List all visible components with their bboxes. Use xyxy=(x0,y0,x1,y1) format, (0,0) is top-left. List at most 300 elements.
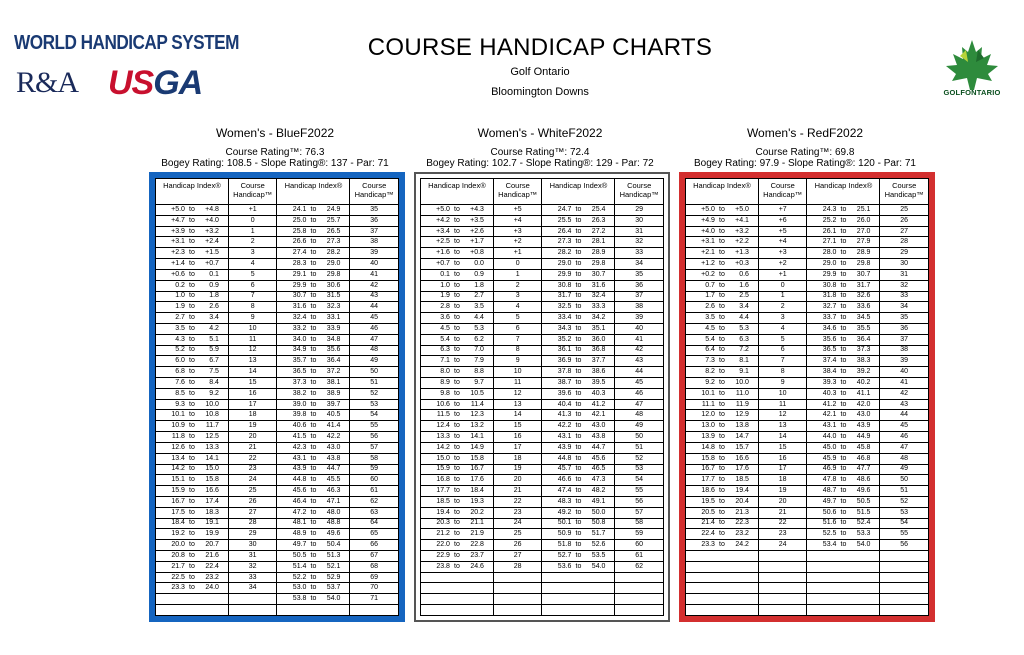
handicap-index-cell: 34.0 to 34.8 xyxy=(277,334,350,345)
handicap-index-cell: 40.4 to 41.2 xyxy=(542,399,615,410)
course-handicap-cell: 40 xyxy=(350,259,399,270)
course-handicap-cell: 70 xyxy=(350,583,399,594)
course-handicap-cell: 37 xyxy=(880,334,929,345)
course-handicap-cell: 52 xyxy=(615,453,664,464)
course-handicap-cell: 25 xyxy=(880,205,929,216)
handicap-index-cell: 42.2 to 43.0 xyxy=(542,421,615,432)
course-handicap-cell: 57 xyxy=(350,442,399,453)
handicap-index-cell xyxy=(686,561,759,572)
handicap-index-cell: 27.4 to 28.2 xyxy=(277,248,350,259)
course-handicap-cell: 25 xyxy=(493,529,542,540)
handicap-index-cell: +1.4 to +0.7 xyxy=(156,259,229,270)
course-handicap-cell xyxy=(228,605,277,616)
handicap-index-cell: 7.6 to 8.4 xyxy=(156,378,229,389)
course-handicap-cell: 22 xyxy=(758,518,807,529)
handicap-index-cell: 21.4 to 22.3 xyxy=(686,518,759,529)
table-row xyxy=(686,442,929,453)
handicap-index-cell: 22.0 to 22.8 xyxy=(421,540,494,551)
handicap-index-cell xyxy=(156,594,229,605)
course-handicap-cell: +1 xyxy=(493,248,542,259)
handicap-index-cell: 25.0 to 25.7 xyxy=(277,215,350,226)
handicap-index-cell: 5.4 to 6.3 xyxy=(686,334,759,345)
course-handicap-cell: +4 xyxy=(758,237,807,248)
course-handicap-cell xyxy=(350,605,399,616)
course-handicap-cell: 15 xyxy=(228,378,277,389)
panel-title: Women's - RedF2022 xyxy=(746,126,864,140)
handicap-index-cell: 15.1 to 15.8 xyxy=(156,475,229,486)
handicap-index-cell: 18.4 to 19.1 xyxy=(156,518,229,529)
handicap-index-cell: 36.9 to 37.7 xyxy=(542,356,615,367)
handicap-index-cell xyxy=(807,605,880,616)
handicap-index-cell: 46.4 to 47.1 xyxy=(277,496,350,507)
course-handicap-cell: 19 xyxy=(493,464,542,475)
handicap-index-cell: 28.3 to 29.0 xyxy=(277,259,350,270)
course-handicap-cell: 37 xyxy=(615,291,664,302)
table-row xyxy=(686,572,929,583)
handicap-chart-3 xyxy=(679,172,935,622)
handicap-index-cell: 36.1 to 36.8 xyxy=(542,345,615,356)
table-row xyxy=(421,378,664,389)
handicap-index-cell: 11.5 to 12.3 xyxy=(421,410,494,421)
handicap-index-cell: 6.4 to 7.2 xyxy=(686,345,759,356)
handicap-index-cell: 6.0 to 6.7 xyxy=(156,356,229,367)
course-handicap-cell: 5 xyxy=(758,334,807,345)
handicap-index-cell: 14.2 to 15.0 xyxy=(156,464,229,475)
table-row xyxy=(421,410,664,421)
course-handicap-cell: 17 xyxy=(493,442,542,453)
course-rating: Course Rating™: 69.8 xyxy=(755,147,855,158)
course-handicap-cell: 52 xyxy=(880,496,929,507)
course-handicap-cell: 40 xyxy=(880,367,929,378)
handicap-index-cell xyxy=(277,605,350,616)
course-handicap-cell: 33 xyxy=(228,572,277,583)
handicap-index-cell: 12.4 to 13.2 xyxy=(421,421,494,432)
handicap-index-cell: 3.6 to 4.4 xyxy=(421,313,494,324)
handicap-index-cell: 11.8 to 12.5 xyxy=(156,432,229,443)
table-row xyxy=(686,464,929,475)
handicap-index-cell: 5.2 to 5.9 xyxy=(156,345,229,356)
handicap-index-cell xyxy=(421,583,494,594)
course-handicap-cell xyxy=(493,594,542,605)
course-handicap-cell: 59 xyxy=(615,529,664,540)
handicap-index-cell: 40.6 to 41.4 xyxy=(277,421,350,432)
handicap-index-cell: 42.3 to 43.0 xyxy=(277,442,350,453)
table-row xyxy=(421,583,664,594)
course-handicap-cell: 62 xyxy=(350,496,399,507)
handicap-index-cell: 44.0 to 44.9 xyxy=(807,432,880,443)
table-row xyxy=(156,529,399,540)
table-row xyxy=(686,540,929,551)
course-handicap-cell: 9 xyxy=(493,356,542,367)
handicap-index-cell: 20.5 to 21.3 xyxy=(686,507,759,518)
table-row xyxy=(686,410,929,421)
handicap-index-cell: 20.0 to 20.7 xyxy=(156,540,229,551)
handicap-index-cell: 48.1 to 48.8 xyxy=(277,518,350,529)
handicap-index-cell: 9.8 to 10.5 xyxy=(421,388,494,399)
handicap-index-cell: 21.7 to 22.4 xyxy=(156,561,229,572)
table-row xyxy=(156,486,399,497)
handicap-index-cell xyxy=(421,605,494,616)
handicap-index-cell xyxy=(686,551,759,562)
course-handicap-cell: 42 xyxy=(350,280,399,291)
course-handicap-cell xyxy=(615,594,664,605)
table-row xyxy=(686,486,929,497)
handicap-index-cell: 33.4 to 34.2 xyxy=(542,313,615,324)
bogey-slope-par: Bogey Rating: 108.5 - Slope Rating®: 137 - Par: 71 xyxy=(161,158,389,169)
course-handicap-cell: 1 xyxy=(228,226,277,237)
course-handicap-cell: 51 xyxy=(880,486,929,497)
handicap-index-cell: 38.7 to 39.5 xyxy=(542,378,615,389)
course-handicap-cell: 6 xyxy=(758,345,807,356)
handicap-index-cell: 46.6 to 47.3 xyxy=(542,475,615,486)
table-row xyxy=(686,507,929,518)
handicap-index-cell: 1.0 to 1.8 xyxy=(156,291,229,302)
course-handicap-cell: 58 xyxy=(615,518,664,529)
course-handicap-cell: 45 xyxy=(350,313,399,324)
handicap-index-cell: 43.1 to 43.8 xyxy=(542,432,615,443)
table-row xyxy=(156,291,399,302)
table-row xyxy=(686,345,929,356)
handicap-index-cell: 8.0 to 8.8 xyxy=(421,367,494,378)
handicap-chart-2 xyxy=(414,172,670,622)
handicap-index-cell: +3.1 to +2.2 xyxy=(686,237,759,248)
table-row xyxy=(156,215,399,226)
handicap-table xyxy=(155,178,399,616)
table-row xyxy=(686,594,929,605)
handicap-index-cell: 0.2 to 0.9 xyxy=(156,280,229,291)
table-row xyxy=(156,475,399,486)
course-handicap-cell: 6 xyxy=(228,280,277,291)
handicap-index-cell xyxy=(156,605,229,616)
handicap-index-cell: 17.7 to 18.5 xyxy=(686,475,759,486)
handicap-index-cell: 46.9 to 47.7 xyxy=(807,464,880,475)
handicap-index-cell: 30.7 to 31.5 xyxy=(277,291,350,302)
course-handicap-cell: 8 xyxy=(493,345,542,356)
table-row xyxy=(686,583,929,594)
handicap-index-cell: 13.9 to 14.7 xyxy=(686,432,759,443)
course-handicap-cell: 9 xyxy=(228,313,277,324)
course-handicap-cell: 48 xyxy=(350,345,399,356)
table-row xyxy=(156,442,399,453)
course-handicap-cell: 66 xyxy=(350,540,399,551)
handicap-table xyxy=(685,178,929,616)
course-handicap-cell: +2 xyxy=(758,259,807,270)
handicap-chart-1 xyxy=(149,172,405,622)
table-row xyxy=(686,518,929,529)
course-handicap-cell: 4 xyxy=(493,302,542,313)
handicap-index-cell: 44.8 to 45.6 xyxy=(542,453,615,464)
handicap-index-cell: 8.5 to 9.2 xyxy=(156,388,229,399)
course-handicap-cell: 18 xyxy=(493,453,542,464)
handicap-index-cell: 45.9 to 46.8 xyxy=(807,453,880,464)
course-handicap-cell: 49 xyxy=(615,421,664,432)
handicap-index-cell: 15.0 to 15.8 xyxy=(421,453,494,464)
course-handicap-cell: 34 xyxy=(880,302,929,313)
course-handicap-cell xyxy=(880,572,929,583)
table-row xyxy=(421,486,664,497)
handicap-index-cell: 23.3 to 24.0 xyxy=(156,583,229,594)
handicap-index-cell: 27.1 to 27.9 xyxy=(807,237,880,248)
course-handicap-cell: 23 xyxy=(228,464,277,475)
course-handicap-cell: 20 xyxy=(493,475,542,486)
course-handicap-cell: 20 xyxy=(228,432,277,443)
course-handicap-cell: 35 xyxy=(350,205,399,216)
course-handicap-cell: 4 xyxy=(758,323,807,334)
course-handicap-cell: 56 xyxy=(880,540,929,551)
randa-logo: R&A xyxy=(16,66,79,99)
handicap-index-cell: 28.0 to 28.9 xyxy=(807,248,880,259)
handicap-index-cell: 49.7 to 50.5 xyxy=(807,496,880,507)
table-row xyxy=(156,378,399,389)
course-handicap-cell: +7 xyxy=(758,205,807,216)
handicap-index-cell: 0.1 to 0.9 xyxy=(421,269,494,280)
panel-header-1 xyxy=(130,126,420,169)
course-handicap-cell: +5 xyxy=(758,226,807,237)
handicap-index-cell: 12.0 to 12.9 xyxy=(686,410,759,421)
course-handicap-cell: 40 xyxy=(615,323,664,334)
handicap-index-cell xyxy=(421,594,494,605)
table-row xyxy=(686,226,929,237)
course-handicap-cell: 64 xyxy=(350,518,399,529)
table-row xyxy=(686,269,929,280)
table-row xyxy=(156,269,399,280)
handicap-index-cell: 8.9 to 9.7 xyxy=(421,378,494,389)
course-handicap-cell: 48 xyxy=(615,410,664,421)
handicap-index-cell: 32.7 to 33.6 xyxy=(807,302,880,313)
course-handicap-cell: 8 xyxy=(758,367,807,378)
course-handicap-cell: 7 xyxy=(493,334,542,345)
handicap-index-cell: 13.4 to 14.1 xyxy=(156,453,229,464)
handicap-index-cell: 10.1 to 11.0 xyxy=(686,388,759,399)
handicap-index-cell: 19.5 to 20.4 xyxy=(686,496,759,507)
page-title: COURSE HANDICAP CHARTS xyxy=(367,34,713,61)
course-handicap-cell: 27 xyxy=(880,226,929,237)
table-row xyxy=(156,248,399,259)
handicap-index-cell: 5.4 to 6.2 xyxy=(421,334,494,345)
course-handicap-cell: 69 xyxy=(350,572,399,583)
handicap-index-cell: 34.3 to 35.1 xyxy=(542,323,615,334)
course-handicap-cell: 10 xyxy=(228,323,277,334)
course-handicap-cell: 35 xyxy=(615,269,664,280)
course-handicap-cell: 54 xyxy=(615,475,664,486)
handicap-index-cell: 10.9 to 11.7 xyxy=(156,421,229,432)
handicap-index-cell: +0.7 to 0.0 xyxy=(421,259,494,270)
handicap-index-cell: 18.5 to 19.3 xyxy=(421,496,494,507)
course-handicap-cell: 46 xyxy=(880,432,929,443)
table-row xyxy=(421,259,664,270)
handicap-index-cell: 50.9 to 51.7 xyxy=(542,529,615,540)
table-row xyxy=(156,356,399,367)
handicap-index-cell xyxy=(686,572,759,583)
course-handicap-cell: 11 xyxy=(228,334,277,345)
course-handicap-cell: 0 xyxy=(758,280,807,291)
table-row xyxy=(156,583,399,594)
course-handicap-cell: 19 xyxy=(228,421,277,432)
handicap-index-cell: 47.4 to 48.2 xyxy=(542,486,615,497)
handicap-index-cell: 33.7 to 34.5 xyxy=(807,313,880,324)
course-handicap-cell: 31 xyxy=(880,269,929,280)
course-handicap-cell: 38 xyxy=(350,237,399,248)
course-handicap-cell: 61 xyxy=(350,486,399,497)
handicap-index-cell: 39.0 to 39.7 xyxy=(277,399,350,410)
handicap-index-cell: 21.2 to 21.9 xyxy=(421,529,494,540)
panel-header-2 xyxy=(395,126,685,169)
table-row xyxy=(156,226,399,237)
handicap-index-cell: 41.2 to 42.0 xyxy=(807,399,880,410)
course-handicap-cell: +3 xyxy=(758,248,807,259)
course-handicap-cell: 45 xyxy=(880,421,929,432)
handicap-index-cell: +3.9 to +3.2 xyxy=(156,226,229,237)
handicap-index-cell xyxy=(686,594,759,605)
course-handicap-cell: 41 xyxy=(880,378,929,389)
handicap-index-cell: 6.8 to 7.5 xyxy=(156,367,229,378)
table-row xyxy=(156,259,399,270)
course-handicap-cell: 23 xyxy=(493,507,542,518)
handicap-index-cell: 35.6 to 36.4 xyxy=(807,334,880,345)
handicap-index-cell: 1.9 to 2.7 xyxy=(421,291,494,302)
table-row xyxy=(156,399,399,410)
course-handicap-cell: 26 xyxy=(228,496,277,507)
course-handicap-cell xyxy=(758,605,807,616)
course-handicap-cell: 33 xyxy=(880,291,929,302)
table-row xyxy=(686,259,929,270)
course-handicap-cell: 17 xyxy=(758,464,807,475)
course-handicap-cell: 37 xyxy=(350,226,399,237)
course-handicap-cell: 16 xyxy=(758,453,807,464)
table-row xyxy=(156,334,399,345)
handicap-index-cell: 15.9 to 16.6 xyxy=(156,486,229,497)
table-row xyxy=(686,215,929,226)
table-row xyxy=(686,551,929,562)
handicap-index-cell: 43.1 to 43.8 xyxy=(277,453,350,464)
handicap-index-cell: 35.7 to 36.4 xyxy=(277,356,350,367)
table-row xyxy=(421,561,664,572)
course-handicap-cell xyxy=(615,583,664,594)
course-handicap-cell: 10 xyxy=(758,388,807,399)
handicap-index-cell: 9.3 to 10.0 xyxy=(156,399,229,410)
course-handicap-cell: 43 xyxy=(615,356,664,367)
table-row xyxy=(421,572,664,583)
course-handicap-cell xyxy=(615,605,664,616)
table-row xyxy=(421,248,664,259)
handicap-index-cell xyxy=(807,561,880,572)
course-handicap-cell: 3 xyxy=(758,313,807,324)
course-handicap-cell: 36 xyxy=(880,323,929,334)
course-handicap-cell: 29 xyxy=(228,529,277,540)
column-header: Course Handicap™ xyxy=(758,179,807,205)
column-header: Handicap Index® xyxy=(686,179,759,205)
course-handicap-cell xyxy=(758,561,807,572)
table-row xyxy=(421,334,664,345)
column-header: Course Handicap™ xyxy=(493,179,542,205)
table-row xyxy=(156,345,399,356)
table-row xyxy=(421,356,664,367)
handicap-index-cell: 22.9 to 23.7 xyxy=(421,551,494,562)
table-row xyxy=(421,215,664,226)
table-row xyxy=(156,572,399,583)
golf-ontario-text: GOLFONTARIO xyxy=(943,88,1001,97)
table-row xyxy=(156,464,399,475)
course-name: Bloomington Downs xyxy=(491,86,589,98)
handicap-index-cell: 15.8 to 16.6 xyxy=(686,453,759,464)
handicap-index-cell: +5.0 to +4.3 xyxy=(421,205,494,216)
course-handicap-cell: 16 xyxy=(228,388,277,399)
handicap-index-cell: 37.4 to 38.3 xyxy=(807,356,880,367)
golf-ontario-logo xyxy=(938,88,1006,97)
handicap-index-cell: 0.7 to 1.6 xyxy=(686,280,759,291)
course-handicap-cell: 58 xyxy=(350,453,399,464)
table-row xyxy=(156,388,399,399)
course-handicap-cell: 45 xyxy=(615,378,664,389)
course-handicap-cell xyxy=(880,583,929,594)
course-handicap-cell: 18 xyxy=(758,475,807,486)
course-handicap-cell: 51 xyxy=(615,442,664,453)
handicap-index-cell: 7.3 to 8.1 xyxy=(686,356,759,367)
handicap-index-cell: 29.9 to 30.7 xyxy=(542,269,615,280)
table-row xyxy=(156,410,399,421)
course-handicap-cell: 49 xyxy=(880,464,929,475)
column-header: Course Handicap™ xyxy=(228,179,277,205)
course-handicap-cell: 56 xyxy=(350,432,399,443)
table-row xyxy=(686,399,929,410)
table-row xyxy=(156,540,399,551)
table-row xyxy=(156,367,399,378)
course-handicap-cell xyxy=(615,572,664,583)
course-handicap-cell: 60 xyxy=(350,475,399,486)
course-handicap-cell: 12 xyxy=(493,388,542,399)
handicap-index-cell: +5.0 to +5.0 xyxy=(686,205,759,216)
table-row xyxy=(686,367,929,378)
course-handicap-cell: 23 xyxy=(758,529,807,540)
table-row xyxy=(686,388,929,399)
handicap-index-cell: 2.8 to 3.5 xyxy=(421,302,494,313)
table-row xyxy=(421,594,664,605)
handicap-index-cell: 11.1 to 11.9 xyxy=(686,399,759,410)
course-handicap-cell: 11 xyxy=(493,378,542,389)
table-row xyxy=(686,291,929,302)
course-handicap-cell: 1 xyxy=(493,269,542,280)
course-handicap-cell: 39 xyxy=(880,356,929,367)
handicap-index-cell: 40.3 to 41.1 xyxy=(807,388,880,399)
course-handicap-cell: 28 xyxy=(493,561,542,572)
table-row xyxy=(421,453,664,464)
course-handicap-cell: 2 xyxy=(228,237,277,248)
handicap-index-cell: 50.1 to 50.8 xyxy=(542,518,615,529)
handicap-index-cell: 30.8 to 31.7 xyxy=(807,280,880,291)
handicap-index-cell: 36.5 to 37.3 xyxy=(807,345,880,356)
handicap-index-cell: 34.9 to 35.6 xyxy=(277,345,350,356)
handicap-index-cell: 39.8 to 40.5 xyxy=(277,410,350,421)
handicap-index-cell: 41.5 to 42.2 xyxy=(277,432,350,443)
column-header: Handicap Index® xyxy=(807,179,880,205)
course-handicap-cell: 17 xyxy=(228,399,277,410)
course-handicap-cell: 30 xyxy=(228,540,277,551)
world-handicap-system-logo: WORLD HANDICAP SYSTEM xyxy=(14,32,239,54)
handicap-index-cell xyxy=(542,572,615,583)
course-handicap-cell: 43 xyxy=(880,399,929,410)
handicap-index-cell: 52.2 to 52.9 xyxy=(277,572,350,583)
course-handicap-cell: 21 xyxy=(758,507,807,518)
table-row xyxy=(421,367,664,378)
handicap-index-cell: 25.5 to 26.3 xyxy=(542,215,615,226)
table-row xyxy=(421,313,664,324)
course-handicap-cell: +5 xyxy=(493,205,542,216)
course-handicap-cell: 15 xyxy=(493,421,542,432)
course-handicap-cell: 6 xyxy=(493,323,542,334)
course-handicap-cell: +1 xyxy=(228,205,277,216)
course-handicap-cell: 61 xyxy=(615,551,664,562)
course-handicap-cell: 7 xyxy=(228,291,277,302)
